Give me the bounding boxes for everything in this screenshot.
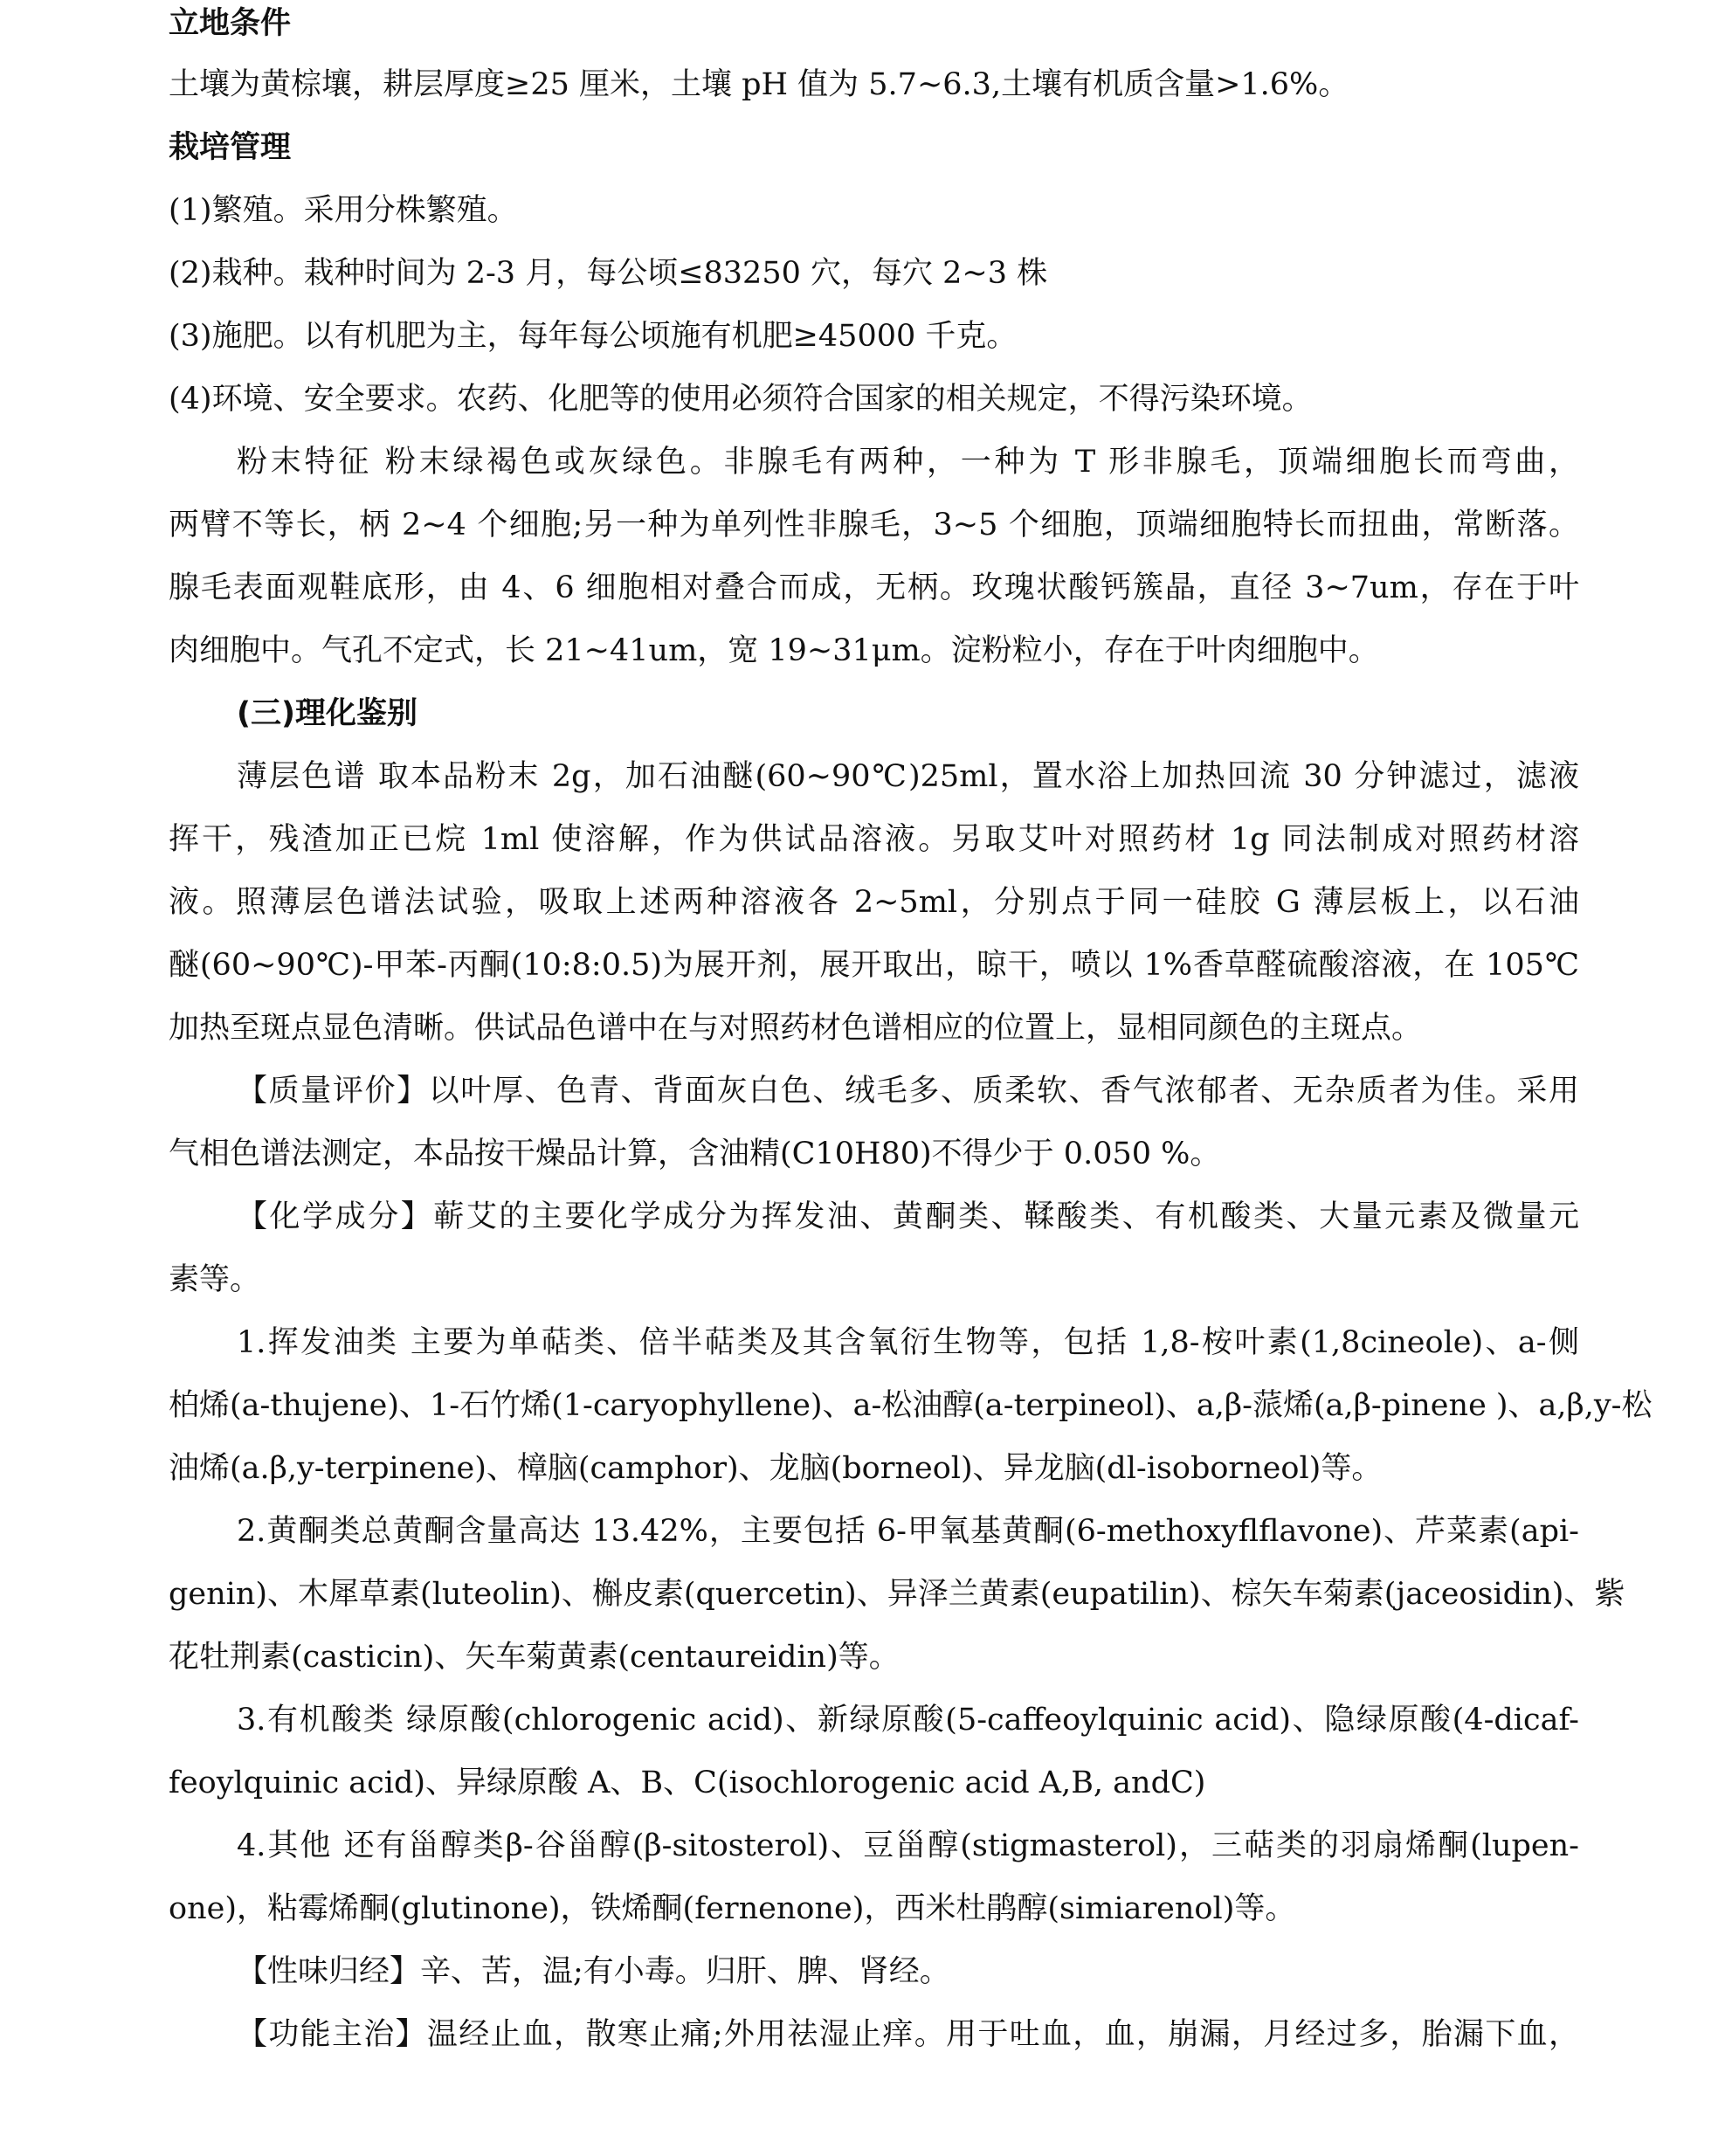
organic-acid-line-1: 3.有机酸类 绿原酸(chlorogenic acid)、新绿原酸(5-caffeoylquinic acid)、隐绿原酸(4-dicaf-: [237, 1703, 1579, 1738]
chemistry-line-2: 素等。: [169, 1262, 261, 1297]
flavone-line-1: 2.黄酮类总黄酮含量高达 13.42%，主要包括 6-甲氧基黄酮(6-methoxyflflavone)、芹菜素(api-: [237, 1514, 1579, 1549]
other-line-1: 4.其他 还有甾醇类β-谷甾醇(β-sitosterol)、豆甾醇(stigmasterol)，三萜类的羽扇烯酮(lupen-: [237, 1828, 1579, 1863]
organic-acid-line-2: feoylquinic acid)、异绿原酸 A、B、C(isochlorogenic acid A,B, andC): [169, 1766, 1206, 1800]
function-line: 【功能主治】温经止血，散寒止痛;外用祛湿止痒。用于吐血，血，崩漏，月经过多，胎漏下血，: [237, 2017, 1579, 2052]
list-item-propagation: (1)繁殖。采用分株繁殖。: [169, 193, 518, 228]
powder-line-3: 腺毛表面观鞋底形，由 4、6 细胞相对叠合而成，无柄。玫瑰状酸钙簇晶，直径 3~7um，存在于叶: [169, 570, 1579, 605]
tlc-line-2: 挥干，残渣加正已烷 1ml 使溶解，作为供试品溶液。另取艾叶对照药材 1g 同法制成对照药材溶: [169, 822, 1579, 857]
list-item-environment: (4)环境、安全要求。农药、化肥等的使用必须符合国家的相关规定，不得污染环境。: [169, 382, 1313, 417]
heading-site-conditions: 立地条件: [169, 6, 292, 41]
volatile-oil-line-3: 油烯(a.β,y-terpinene)、樟脑(camphor)、龙脑(borneol)、异龙脑(dl-isoborneol)等。: [169, 1451, 1383, 1486]
powder-line-4: 肉细胞中。气孔不定式，长 21~41um，宽 19~31μm。淀粉粒小，存在于叶肉细胞中。: [169, 633, 1379, 668]
volatile-oil-line-1: 1.挥发油类 主要为单萜类、倍半萜类及其含氧衍生物等，包括 1,8-桉叶素(1,8cineole)、a-侧: [237, 1325, 1579, 1360]
tlc-line-4: 醚(60~90℃)-甲苯-丙酮(10:8:0.5)为展开剂，展开取出，晾干，喷以 1%香草醛硫酸溶液，在 105℃: [169, 948, 1579, 983]
paragraph-soil: 土壤为黄棕壤，耕层厚度≥25 厘米，土壤 pH 值为 5.7~6.3,土壤有机质含量>1.6%。: [169, 67, 1349, 102]
other-line-2: one)，粘霉烯酮(glutinone)，铁烯酮(fernenone)，西米杜鹃醇(simiarenol)等。: [169, 1891, 1296, 1926]
list-item-planting: (2)栽种。栽种时间为 2-3 月，每公顷≤83250 穴，每穴 2~3 株: [169, 256, 1048, 291]
powder-line-2: 两臂不等长，柄 2~4 个细胞;另一种为单列性非腺毛，3~5 个细胞，顶端细胞特长而扭曲，常断落。: [169, 508, 1579, 542]
volatile-oil-line-2: 柏烯(a-thujene)、1-石竹烯(1-caryophyllene)、a-松油醇(a-terpineol)、a,β-蒎烯(a,β-pinene )、a,β,y-松: [169, 1388, 1653, 1423]
quality-line-1: 【质量评价】以叶厚、色青、背面灰白色、绒毛多、质柔软、香气浓郁者、无杂质者为佳。采用: [237, 1074, 1579, 1109]
quality-line-2: 气相色谱法测定，本品按干燥品计算，含油精(C10H80)不得少于 0.050 %。: [169, 1137, 1221, 1171]
tlc-line-1: 薄层色谱 取本品粉末 2g，加石油醚(60~90℃)25ml，置水浴上加热回流 30 分钟滤过，滤液: [237, 759, 1579, 794]
tlc-line-3: 液。照薄层色谱法试验，吸取上述两种溶液各 2~5ml，分别点于同一硅胶 G 薄层板上，以石油: [169, 885, 1579, 920]
flavone-line-2: genin)、木犀草素(luteolin)、槲皮素(quercetin)、异泽兰黄素(eupatilin)、棕矢车菊素(jaceosidin)、紫: [169, 1577, 1625, 1612]
flavone-line-3: 花牡荆素(casticin)、矢车菊黄素(centaureidin)等。: [169, 1640, 900, 1675]
tlc-line-5: 加热至斑点显色清晰。供试品色谱中在与对照药材色谱相应的位置上，显相同颜色的主斑点。: [169, 1011, 1423, 1046]
chemistry-line-1: 【化学成分】蕲艾的主要化学成分为挥发油、黄酮类、鞣酸类、有机酸类、大量元素及微量元: [237, 1199, 1579, 1234]
heading-physicochemical: (三)理化鉴别: [237, 696, 417, 731]
list-item-fertilizing: (3)施肥。以有机肥为主，每年每公顷施有机肥≥45000 千克。: [169, 319, 1018, 354]
powder-line-1: 粉末特征 粉末绿褐色或灰绿色。非腺毛有两种，一种为 T 形非腺毛，顶端细胞长而弯曲，: [237, 445, 1579, 480]
heading-cultivation: 栽培管理: [169, 130, 292, 165]
nature-taste-line: 【性味归经】辛、苦，温;有小毒。归肝、脾、肾经。: [237, 1954, 950, 1989]
